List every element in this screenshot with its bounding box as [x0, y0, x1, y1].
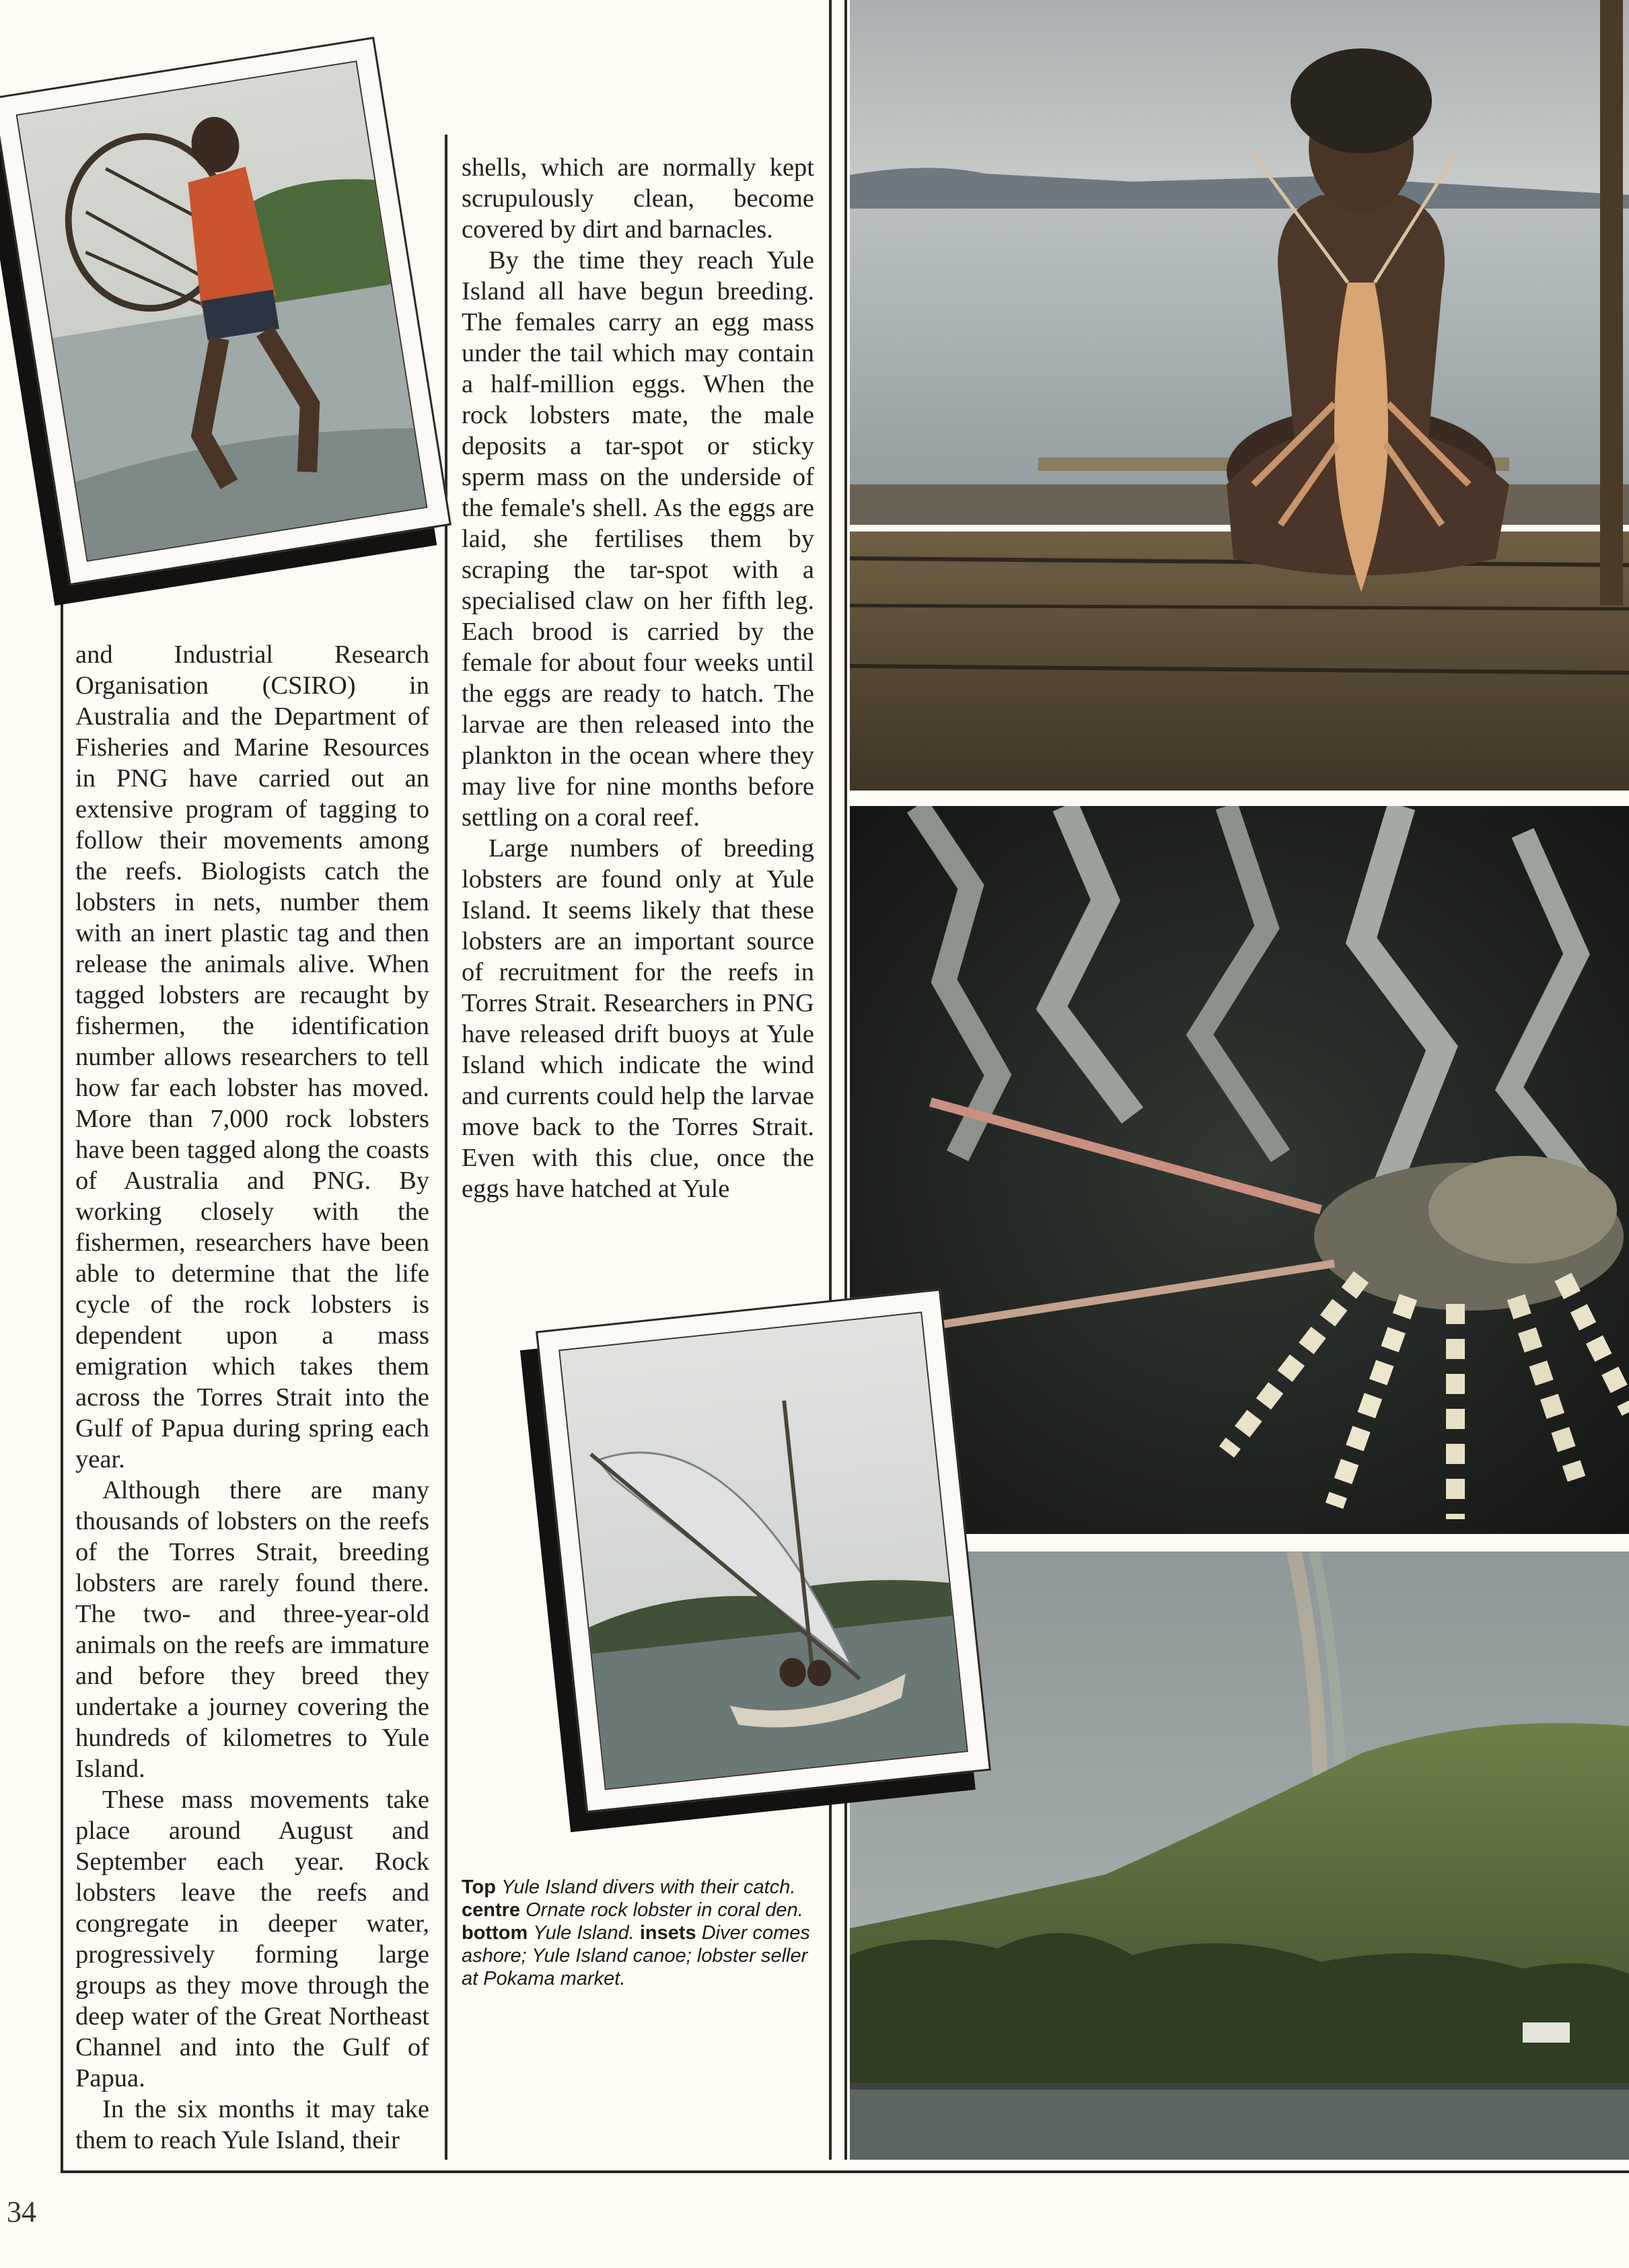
caption-centre-text: Ornate rock lobster in coral den. — [526, 1899, 803, 1921]
text-column-2 — [462, 152, 814, 1262]
column-rule-mid — [829, 0, 832, 2160]
column-rule-top — [445, 135, 447, 2160]
centre-photo-ornate-rock-lobster — [850, 806, 1629, 1534]
col1-paragraph: and Industrial Research Organisation (CSIRO) in Australia and the Department of Fisheries and Marine Resources in PNG have carried out an extensive program of tagging to follow their movements among the reefs. Biologists catch the lobsters in nets, number them with an inert plastic tag and then release the animals alive. When tagged lobsters are recaught by fishermen, the identification number allows researchers to tell how far each lobster has moved. More than 7,000 rock lobsters have been tagged along the coasts of Australia and PNG. By working closely with the fishermen, researchers have been able to determine that the life cycle of the rock lobsters is dependent upon a mass emigration which takes them across the Torres Strait into the Gulf of Papua during spring each year. — [75, 641, 429, 1473]
col2-paragraph: Large numbers of breeding lobsters are found only at Yule Island. It seems likely that these lobsters are an important source of recruitment for the reefs in Torres Strait. Researchers in PNG have released drift buoys at Yule Island which indicate the wind and currents could help the larvae move back to the Torres Strait. Even with this clue, once the eggs have hatched at Yule — [462, 834, 814, 1203]
text-column-1 — [75, 639, 429, 2160]
page-number: 34 — [7, 2195, 36, 2228]
caption-insets-label: insets — [639, 1922, 696, 1944]
top-photo-divers-with-catch — [850, 0, 1629, 791]
caption-top-text: Yule Island divers with their catch. — [501, 1876, 796, 1898]
inset-yule-island-canoe — [536, 1288, 991, 1813]
caption-bottom-label: bottom — [462, 1922, 528, 1944]
col1-paragraph: These mass movements take place around August and September each year. Rock lobsters leave the reefs and congregate in deeper water, progressively forming large groups as they move through the deep water of the Great Northeast Channel and into the Gulf of Papua. — [75, 1786, 429, 2092]
col2-paragraph: shells, which are normally kept scrupulously clean, become covered by dirt and barnacles. — [462, 153, 814, 244]
col1-paragraph: In the six months it may take them to reach Yule Island, their — [75, 2095, 429, 2154]
col1-paragraph: Although there are many thousands of lobsters on the reefs of the Torres Strait, breeding lobsters are rarely found there. The two- and three-year-old animals on the reefs are immature and before they breed they undertake a journey covering the hundreds of kilometres to Yule Island. — [75, 1476, 429, 1783]
caption-insets-text: Diver comes ashore; Yule Island canoe; lobster seller at Pokama market. — [462, 1922, 810, 1989]
caption-centre-label: centre — [462, 1899, 521, 1921]
col2-paragraph: By the time they reach Yule Island all have begun breeding. The females carry an egg mass under the tail which may contain a half-million eggs. When the rock lobsters mate, the male deposits a tar-spot or sticky sperm mass on the underside of the female's shell. As the eggs are laid, she fertilises them by scraping the tar-spot with a specialised claw on her fifth leg. Each brood is carried by the female for about four weeks until the eggs are ready to hatch. The larvae are then released into the plankton in the ocean where they may live for nine months before settling on a coral reef. — [462, 246, 814, 832]
photo-strip — [844, 0, 1629, 2160]
photo-caption — [462, 1876, 811, 1990]
inset-diver-comes-ashore — [0, 37, 451, 586]
caption-bottom-text: Yule Island. — [533, 1922, 635, 1944]
caption-top-label: Top — [462, 1876, 496, 1898]
